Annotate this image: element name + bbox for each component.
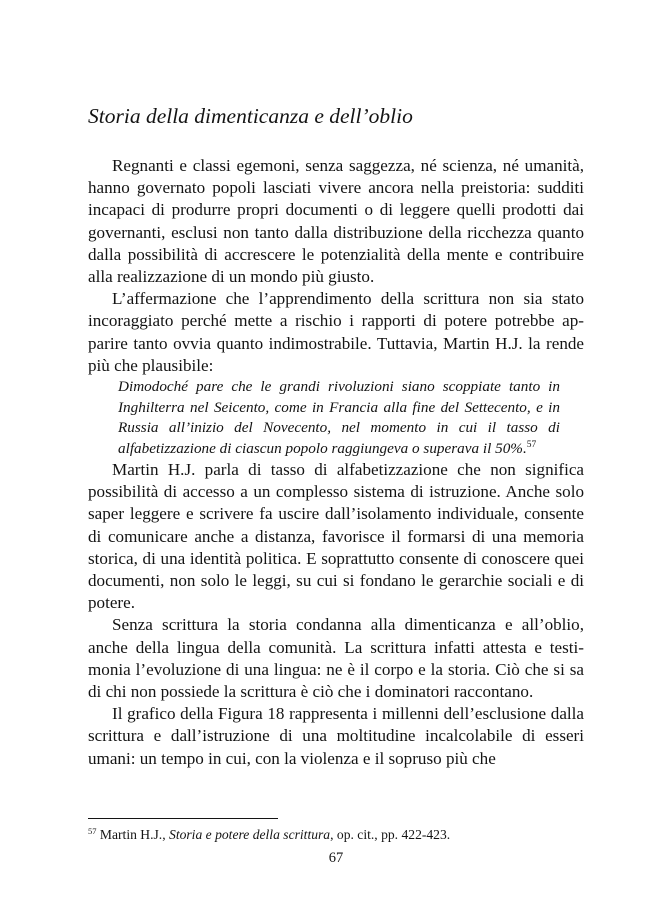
paragraph-3: Martin H.J. parla di tasso di alfabetizzazione che non significa possibilità di accesso a un complesso sistema di istruzione. Anche solo saper leggere e scrivere fa uscire dall’isolamento individuale, consente di comunicare anche a distanza, favorisce il formarsi di una memoria storica, di una identità politica. E soprattutto consente di conoscere quei documenti, non solo le leggi, su cui si fondano le gerarchie sociali e di potere.: [88, 460, 584, 613]
paragraph-4: Senza scrittura la storia condanna alla dimenticanza e all’oblio, anche della lingua della comunità. La scrittura infatti attesta e testimonia l’evoluzione di una lingua: ne è il corpo e la storia. Ciò che si sa di chi non possiede la scrittura è ciò che i dominatori raccontano.: [88, 615, 584, 702]
page-number: 67: [328, 850, 344, 866]
footnote-author: Martin H.J.,: [99, 827, 166, 842]
paragraph-2: L’affermazione che l’apprendimento della scrittura non sia stato incoraggiato perché mette a rischio i rapporti di potere potrebbe apparire tanto ovvia quanto indimostrabile. Tuttavia, Martin H.J. la rende più che plausibile:: [88, 289, 584, 375]
quote-text: Dimodoché pare che le grandi rivoluzioni siano scoppiate tanto in Inghilterra nel Seicento, come in Francia alla fine del Settecento, e in Russia all’inizio del Novecento, nel momento in cui il tasso di alfabetizzazione di ciascun popolo raggiungeva o superava il 50%.: [118, 378, 560, 457]
footnote-title: Storia e potere della scrittura: [169, 827, 331, 842]
paragraph-1: Regnanti e classi egemoni, senza saggezza, né scienza, né umanità, hanno governato popoli lasciati vivere ancora nella preistoria: sudditi incapaci di produrre propri documenti o di leggere quelli prodotti dai governanti, esclusi non tanto dalla distribuzione della ricchezza quanto dalla possibilità di accrescere le potenzialità della mente e contribuire alla realizzazione di un mondo più giusto.: [88, 156, 584, 287]
footnote-number: 57: [88, 826, 97, 836]
footnote-citation: , op. cit., pp. 422-423.: [330, 827, 451, 842]
paragraph-5: Il grafico della Figura 18 rappresenta i millenni dell’esclusione dalla scrittura e dall’istruzione di una moltitudine incalcolabile di esseri umani: un tempo in cui, con la violenza e il sopruso più che: [88, 704, 584, 768]
body-text: [88, 155, 584, 770]
book-page: [88, 0, 584, 920]
footnote-divider: [88, 818, 278, 819]
section-heading: Storia della dimenticanza e dell’oblio: [88, 104, 413, 128]
quote-footnote-ref[interactable]: 57: [526, 439, 537, 450]
footnote: [88, 827, 450, 843]
block-quote: [88, 377, 584, 459]
